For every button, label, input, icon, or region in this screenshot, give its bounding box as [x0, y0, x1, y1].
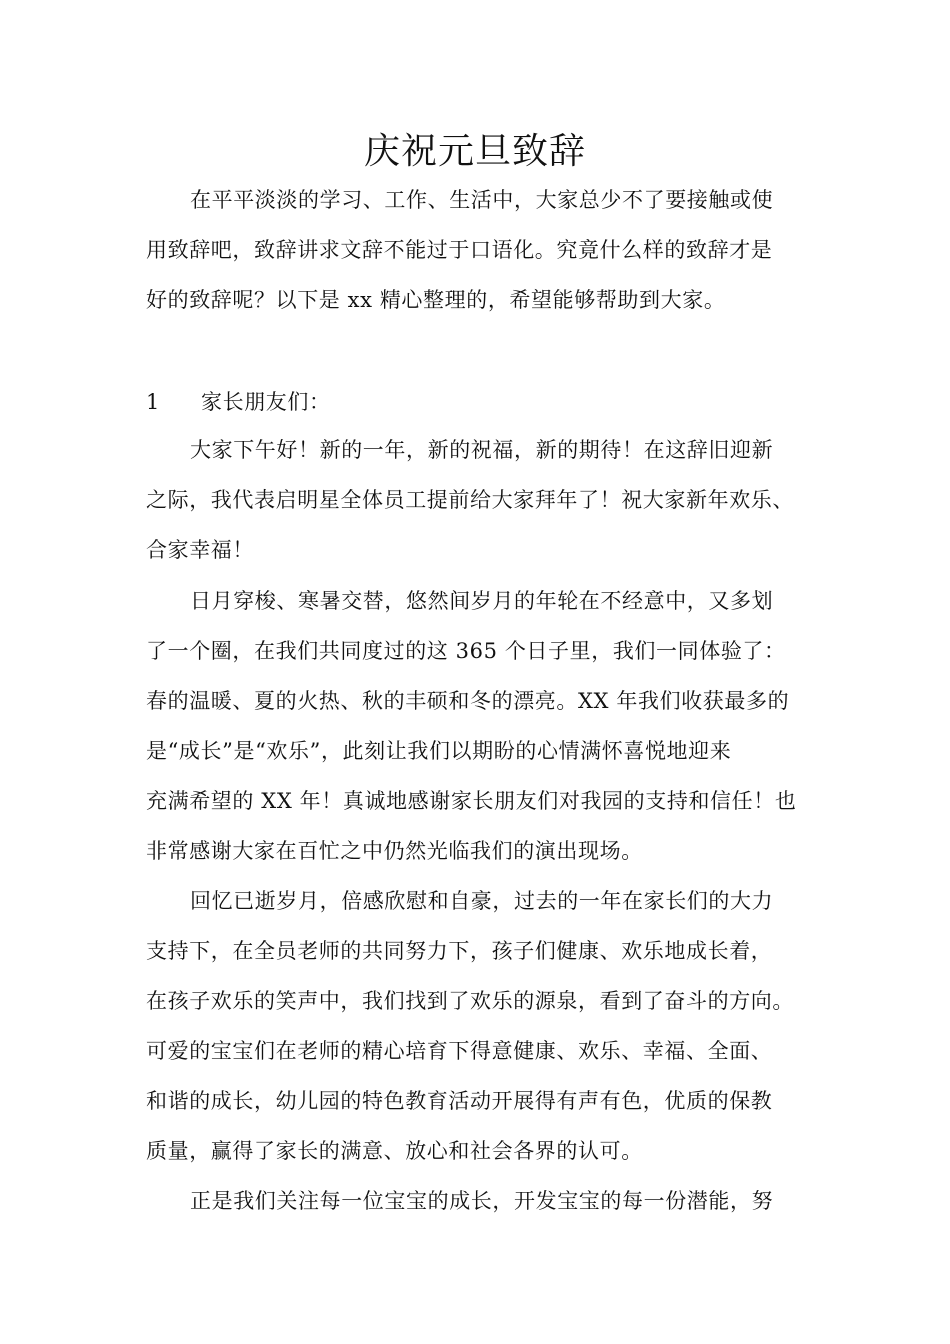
paragraph-1-line-2: 之际，我代表启明星全体员工提前给大家拜年了！祝大家新年欢乐、	[146, 488, 794, 512]
section-heading: 家长朋友们：	[201, 390, 331, 414]
intro-line-2: 用致辞吧，致辞讲求文辞不能过于口语化。究竟什么样的致辞才是	[146, 238, 773, 262]
paragraph-3-line-2: 支持下，在全员老师的共同努力下，孩子们健康、欢乐地成长着，	[146, 939, 773, 963]
paragraph-2-line-2: 了一个圈，在我们共同度过的这 365 个日子里，我们一同体验了：	[146, 639, 786, 663]
paragraph-3-line-6: 质量，赢得了家长的满意、放心和社会各界的认可。	[146, 1139, 643, 1163]
paragraph-2-line-6: 非常感谢大家在百忙之中仍然光临我们的演出现场。	[146, 839, 643, 863]
document-title: 庆祝元旦致辞	[363, 131, 586, 172]
intro-line-1: 在平平淡淡的学习、工作、生活中，大家总少不了要接触或使	[190, 188, 774, 212]
intro-line-3: 好的致辞呢？以下是 xx 精心整理的，希望能够帮助到大家。	[146, 288, 726, 312]
paragraph-1-line-1: 大家下午好！新的一年，新的祝福，新的期待！在这辞旧迎新	[190, 438, 774, 462]
paragraph-2-line-3: 春的温暖、夏的火热、秋的丰硕和冬的漂亮。XX 年我们收获最多的	[146, 689, 790, 713]
paragraph-3-line-1: 回忆已逝岁月，倍感欣慰和自豪，过去的一年在家长们的大力	[190, 889, 774, 913]
paragraph-2-line-5: 充满希望的 XX 年！真诚地感谢家长朋友们对我园的支持和信任！也	[146, 789, 797, 813]
paragraph-3-line-4: 可爱的宝宝们在老师的精心培育下得意健康、欢乐、幸福、全面、	[146, 1039, 773, 1063]
paragraph-1-line-3: 合家幸福！	[146, 538, 254, 562]
section-number: 1	[146, 390, 160, 414]
paragraph-3-line-3: 在孩子欢乐的笑声中，我们找到了欢乐的源泉，看到了奋斗的方向。	[146, 989, 794, 1013]
paragraph-4-line-1: 正是我们关注每一位宝宝的成长，开发宝宝的每一份潜能，努	[190, 1189, 774, 1213]
paragraph-2-line-4: 是“成长”是“欢乐”，此刻让我们以期盼的心情满怀喜悦地迎来	[146, 739, 732, 763]
paragraph-3-line-5: 和谐的成长，幼儿园的特色教育活动开展得有声有色，优质的保教	[146, 1089, 773, 1113]
paragraph-2-line-1: 日月穿梭、寒暑交替，悠然间岁月的年轮在不经意中，又多划	[190, 589, 774, 613]
